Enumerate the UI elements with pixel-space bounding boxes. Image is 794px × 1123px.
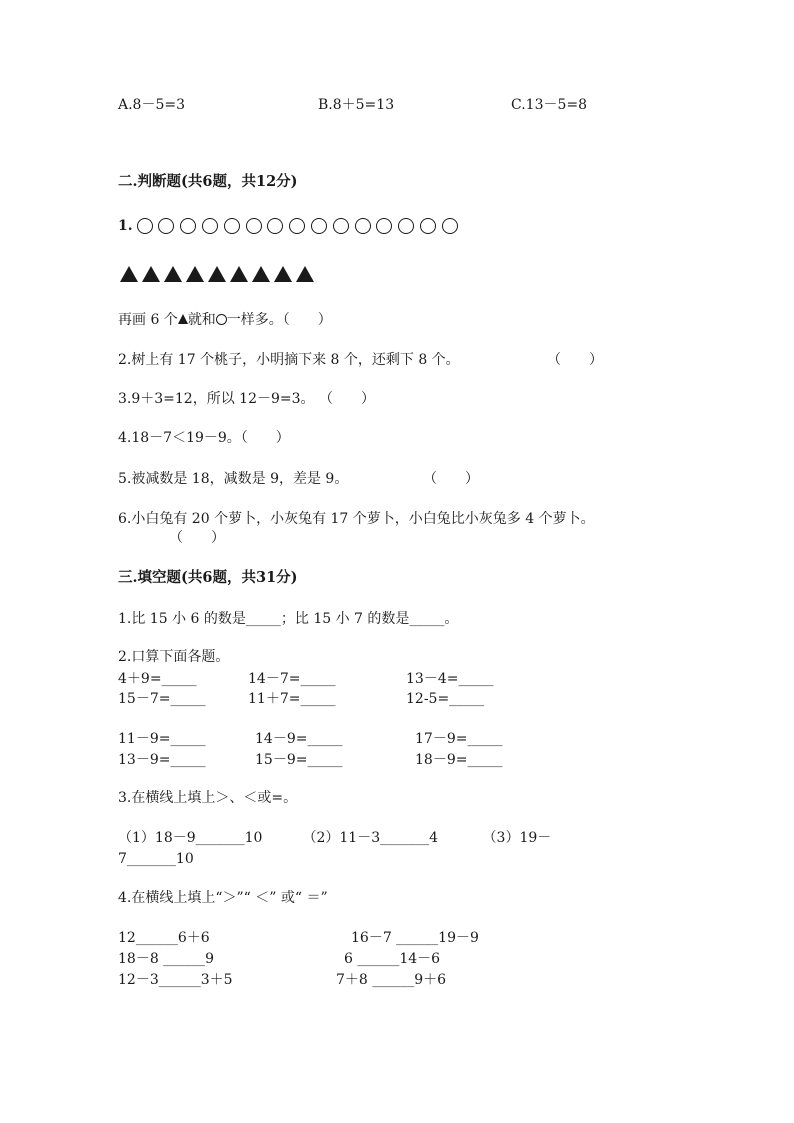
q1-text-mid: 就和 [187,312,216,328]
circle-shape [267,218,283,234]
triangle-shape [274,266,292,282]
calc-item: 13－4=_____ [406,671,494,687]
compare-item: 16－7 ______19－9 [351,930,479,946]
circle-icon [216,314,227,325]
q5-text: 5.被减数是 18，减数是 9，差是 9。 [118,471,349,487]
q6-text: 6.小白兔有 20 个萝卜，小灰兔有 17 个萝卜，小白兔比小灰兔多 4 个萝卜。 [118,511,595,527]
triangle-shape [296,266,314,282]
q1-text-after: 一样多。（ ） [226,312,332,328]
compare-item: 12______6＋6 [118,930,210,946]
circle-shape [158,218,174,234]
triangle-shape [164,266,182,282]
circle-shape [355,218,371,234]
q1-circles-row [118,217,464,235]
triangle-icon [178,314,188,324]
calc-item: 4＋9=_____ [118,671,197,687]
triangle-shape [120,266,138,282]
circle-shape [180,218,196,234]
triangle-shape [252,266,270,282]
circle-shape [202,218,218,234]
s3-q4-title: 4.在横线上填上“＞”“ ＜” 或“ ＝” [118,890,328,906]
option-b: B.8＋5=13 [318,97,395,113]
calc-item: 15－7=_____ [118,691,206,707]
q3-text: 3.9＋3=12，所以 12－9=3。 （ ） [118,391,375,407]
calc-item: 15－9=_____ [255,752,343,768]
triangle-row [120,266,318,282]
s3-q1-text: 1.比 15 小 6 的数是_____；比 15 小 7 的数是_____。 [118,611,459,627]
q2-paren: （ ） [547,352,603,368]
q6-paren: （ ） [169,530,225,546]
circle-shape [311,218,327,234]
s3-q3-line2: 7_______10 [118,851,194,867]
option-c: C.13－5=8 [511,97,588,113]
q1-text [118,311,332,329]
calc-item: 11－9=_____ [118,731,206,747]
q2-text: 2.树上有 17 个桃子，小明摘下来 8 个，还剩下 8 个。 [118,352,460,368]
q1-text-before: 再画 6 个 [118,312,178,328]
circle-shape [137,218,153,234]
calc-item: 13－9=_____ [118,752,206,768]
compare-item: 12－3______3＋5 [118,972,233,988]
section-3-title: 三.填空题(共6题，共31分) [118,569,298,586]
circle-shape [420,218,436,234]
circle-shape [376,218,392,234]
circle-shape [333,218,349,234]
compare-item: 6 ______14－6 [344,951,441,967]
option-a: A.8－5=3 [118,97,186,113]
calc-item: 17－9=_____ [415,731,503,747]
calc-item: 11＋7=_____ [248,691,336,707]
calc-item: 14－7=_____ [248,671,336,687]
circle-row [137,218,464,234]
q4-text: 4.18－7＜19－9。（ ） [118,430,290,446]
calc-item: 12-5=_____ [406,691,485,707]
section-2-title: 二.判断题(共6题，共12分) [118,173,298,190]
triangle-shape [208,266,226,282]
circle-shape [224,218,240,234]
s3-q2-title: 2.口算下面各题。 [118,649,230,665]
s3-q3-title: 3.在横线上填上＞、＜或=。 [118,790,298,806]
q5-paren: （ ） [423,471,479,487]
compare-item: 18－8 ______9 [118,951,215,967]
circle-shape [442,218,458,234]
circle-shape [289,218,305,234]
q1-number: 1. [118,218,133,234]
compare-item: 7＋8 ______9＋6 [336,972,447,988]
calc-item: 18－9=_____ [415,752,503,768]
circle-shape [398,218,414,234]
triangle-shape [142,266,160,282]
s3-q3-line1: （1）18－9_______10 （2）11－3_______4 （3）19－ [118,830,552,846]
triangle-shape [186,266,204,282]
triangle-shape [230,266,248,282]
circle-shape [246,218,262,234]
calc-item: 14－9=_____ [255,731,343,747]
